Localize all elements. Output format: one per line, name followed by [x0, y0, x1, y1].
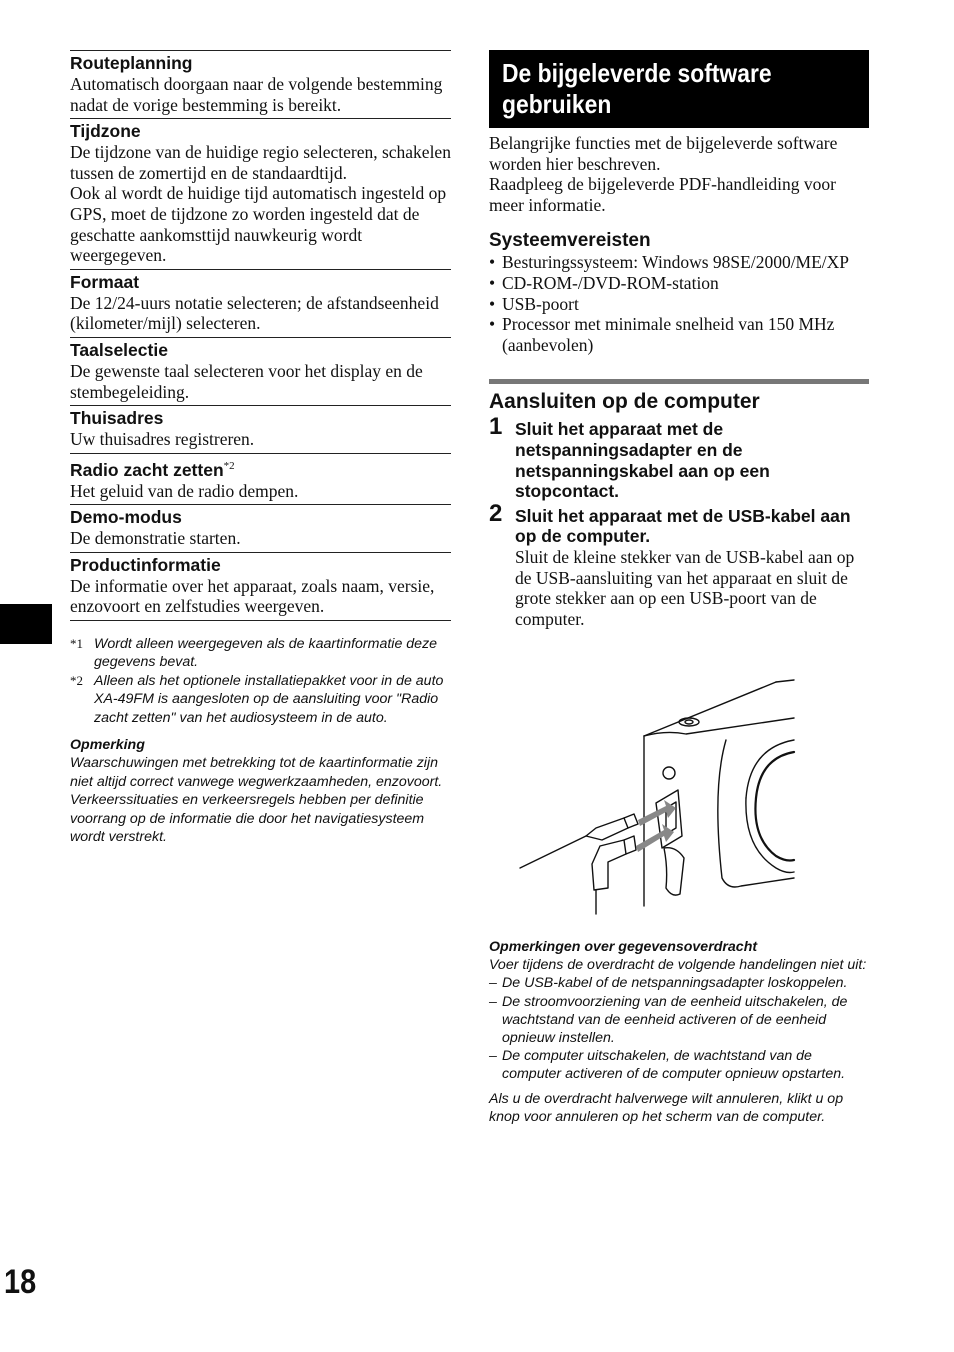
footnote-reference: *2 — [223, 459, 235, 472]
step-number: 1 — [489, 413, 503, 441]
menu-entry — [70, 405, 451, 453]
list-item — [489, 1047, 869, 1083]
list-item — [489, 974, 869, 992]
entry-description: Het geluid van de radio dempen. — [70, 480, 299, 501]
transfer-notes-title: Opmerkingen over gegevensoverdracht — [489, 939, 758, 955]
intro-text: Belangrijke functies met de bijgeleverde software worden hier beschreven. Raadpleeg de bijgeleverde PDF-handleiding voor meer informatie. — [489, 133, 838, 215]
entry-title: Demo-modus — [70, 507, 182, 528]
step — [489, 499, 869, 630]
entry-description: Automatisch doorgaan naar de volgende bestemming nadat de vorige bestemming is bereikt. — [70, 74, 443, 115]
entry-description: De demonstratie starten. — [70, 528, 241, 549]
entry-title: Formaat — [70, 271, 140, 292]
step-instruction: Sluit het apparaat met de netspanningsadapter en de netspanningskabel aan op een stopcontact. — [515, 419, 770, 502]
footnote — [70, 635, 451, 672]
list-item: • CD-ROM-/DVD-ROM-station — [489, 273, 869, 294]
footnote — [70, 672, 451, 727]
entry-description: De 12/24-uurs notatie selecteren; de afstandseenheid (kilometer/mijl) selecteren. — [70, 292, 439, 334]
footnote-mark: *1 — [70, 635, 83, 651]
section-divider — [489, 379, 869, 384]
section-tab-marker — [0, 604, 52, 644]
usb-connection-illustration — [516, 678, 798, 918]
transfer-notes — [489, 938, 869, 1126]
divider — [70, 620, 451, 621]
menu-entry — [70, 50, 451, 118]
footnote-text: Wordt alleen weergegeven als de kaartinformatie deze gegevens bevat. — [94, 635, 438, 671]
requirements-heading: Systeemvereisten — [489, 230, 651, 252]
entry-description: Uw thuisadres registreren. — [70, 429, 255, 450]
banner-title-line2: gebruiken — [502, 89, 612, 119]
cancel-note: Als u de overdracht halverwege wilt annuleren, klikt u op knop voor annuleren op het scherm van de computer. — [489, 1090, 844, 1125]
step-number: 2 — [489, 499, 503, 527]
entry-title: Taalselectie — [70, 339, 168, 360]
list-item: • Processor met minimale snelheid van 150 MHz (aanbevolen) — [489, 314, 869, 355]
footnote-text: Alleen als het optionele installatiepakket voor in de auto XA-49FM is aangesloten op de aansluiting voor "Radio zacht zetten" van het audiosysteem in de auto. — [94, 672, 444, 726]
step — [489, 413, 869, 502]
list-item-text: De USB-kabel of de netspanningsadapter loskoppelen. — [502, 975, 848, 992]
menu-entry — [70, 269, 451, 337]
banner-title-line1: De bijgeleverde software — [502, 58, 772, 88]
step-detail: Sluit de kleine stekker van de USB-kabel aan op de USB-aansluiting van het apparaat en sluit de grote stekker aan op een USB-poort van de computer. — [515, 546, 855, 629]
entry-description: De tijdzone van de huidige regio selecteren, schakelen tussen de zomertijd en de standaardtijd. Ook al wordt de huidige tijd automatisch ingesteld op GPS, moet de tijdzone zo worden ingesteld dat de geschatte aankomsttijd nauwkeurig wordt weergegeven. — [70, 142, 451, 266]
entry-description: De gewenste taal selecteren voor het display en de stembegeleiding. — [70, 360, 423, 402]
entry-title: Tijdzone — [70, 121, 141, 142]
menu-entry — [70, 337, 451, 405]
dash-mark: – — [489, 1048, 497, 1065]
note-block — [70, 736, 451, 846]
note-title: Opmerking — [70, 736, 145, 753]
left-column — [70, 50, 451, 846]
entry-title — [70, 456, 451, 481]
requirements-list — [489, 252, 869, 355]
list-item — [489, 993, 869, 1048]
footnotes — [70, 635, 451, 727]
entry-title: Routeplanning — [70, 53, 193, 73]
entry-title: Thuisadres — [70, 408, 164, 429]
entry-description: De informatie over het apparaat, zoals naam, versie, enzovoort en zelfstudies weergeven. — [70, 575, 435, 617]
dash-mark: – — [489, 993, 497, 1010]
entry-title-text: Radio zacht zetten — [70, 459, 224, 480]
note-text: Waarschuwingen met betrekking tot de kaartinformatie zijn niet altijd correct vanwege wegwerkzaamheden, enzovoort. Verkeerssituaties en verkeersregels hebben per definitie voorrang op de informatie die door het navigatiesysteem wordt verstrekt. — [70, 755, 443, 845]
connect-heading: Aansluiten op de computer — [489, 390, 760, 414]
section-banner — [489, 50, 869, 128]
step-instruction: Sluit het apparaat met de USB-kabel aan op de computer. — [515, 505, 851, 547]
menu-entry — [70, 552, 451, 620]
menu-entry — [70, 453, 451, 504]
menu-entry — [70, 118, 451, 269]
dash-mark: – — [489, 975, 497, 992]
transfer-notes-intro: Voer tijdens de overdracht de volgende handelingen niet uit: — [489, 957, 867, 974]
list-item-text: De stroomvoorziening van de eenheid uitschakelen, de wachtstand van de eenheid activeren of de eenheid opnieuw instellen. — [502, 993, 848, 1047]
entry-title: Productinformatie — [70, 554, 221, 575]
right-column — [489, 50, 869, 629]
page-number: 18 — [4, 1263, 37, 1301]
list-item: • Besturingssysteem: Windows 98SE/2000/ME/XP — [489, 252, 869, 273]
list-item: • USB-poort — [489, 294, 869, 315]
footnote-mark: *2 — [70, 672, 83, 688]
menu-entry — [70, 504, 451, 552]
list-item-text: De computer uitschakelen, de wachtstand van de computer activeren of de computer opnieuw opstarten. — [502, 1048, 846, 1083]
